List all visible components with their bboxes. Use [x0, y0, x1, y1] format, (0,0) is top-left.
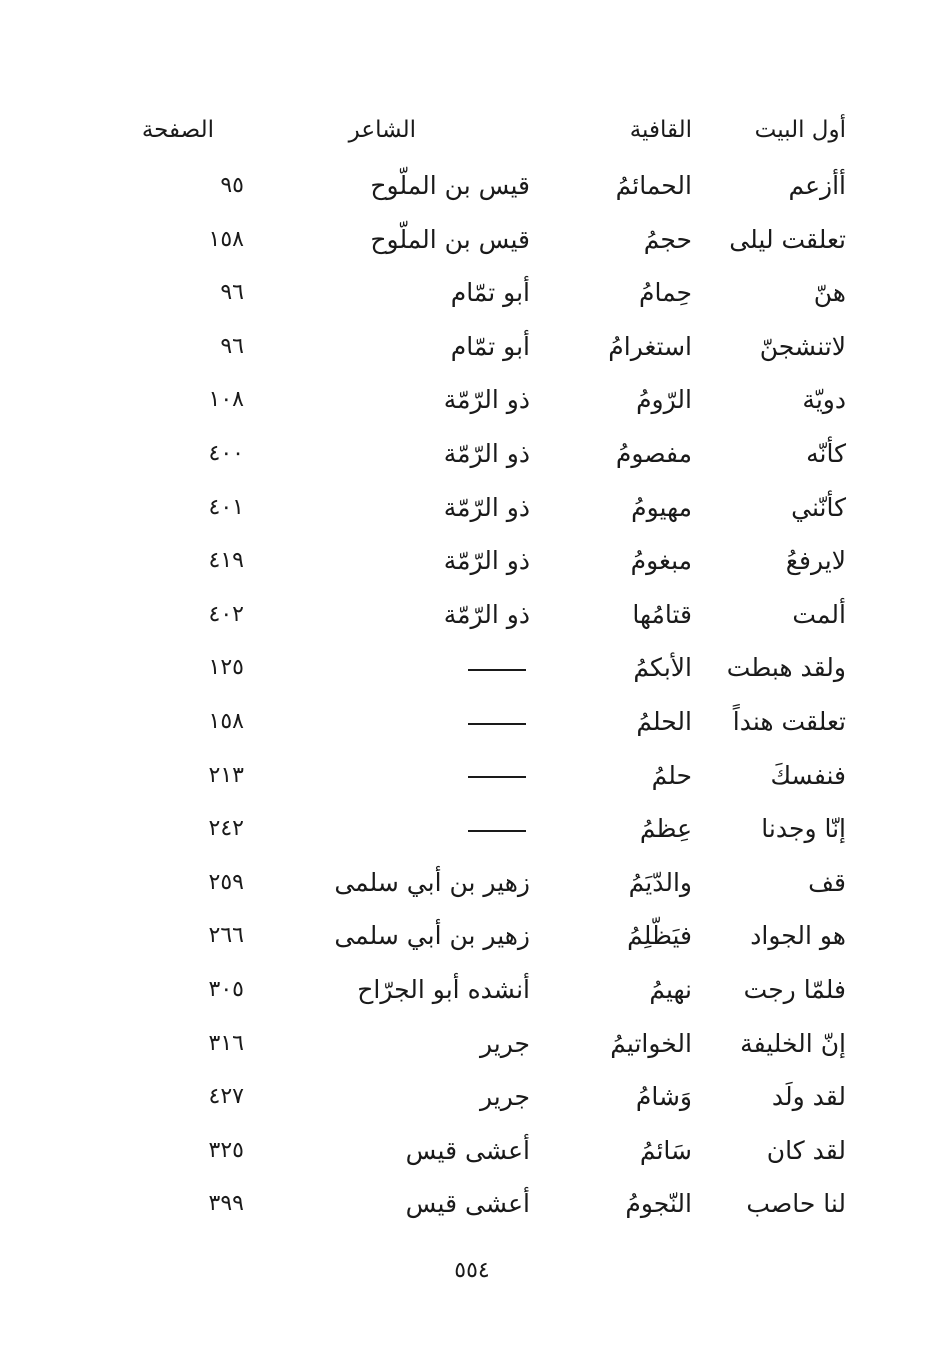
table-row	[0, 378, 944, 422]
page-cell: ٤٠٢	[208, 601, 244, 627]
page-cell: ٢٥٩	[208, 869, 244, 895]
page-cell: ٤٠٠	[208, 441, 244, 466]
page-cell: ٩٦	[220, 333, 244, 359]
page-cell: ٢١٣	[208, 762, 244, 788]
table-row	[0, 1075, 944, 1119]
poet-cell: زهير بن أبي سلمى	[334, 867, 530, 897]
table-row	[0, 646, 944, 690]
page-cell: ٣١٦	[208, 1030, 244, 1056]
table-row	[0, 539, 944, 583]
first-verse-cell: قف	[808, 867, 846, 897]
poet-cell	[468, 700, 526, 744]
rhyme-cell: الأبكمُ	[633, 653, 692, 683]
first-verse-cell: لقد ولَد	[771, 1082, 846, 1112]
repeat-dash	[468, 723, 526, 725]
poet-cell: ذو الرّمّة	[443, 439, 530, 468]
poet-cell: أعشى قيس	[405, 1135, 530, 1165]
first-verse-cell: فلمّا رجت	[743, 975, 846, 1004]
rhyme-cell: عِظمُ	[639, 814, 692, 844]
table-row	[0, 271, 944, 315]
repeat-dash	[468, 776, 526, 778]
first-verse-cell: ولقد هبطت	[726, 653, 846, 683]
first-verse-cell: هو الجواد	[750, 921, 846, 951]
first-verse-cell: لقد كان	[766, 1135, 846, 1165]
page-number: ٥٥٤	[454, 1258, 490, 1283]
table-row	[0, 861, 944, 905]
table-row	[0, 1182, 944, 1226]
rhyme-cell: سَائمُ	[639, 1135, 692, 1165]
table-row	[0, 218, 944, 262]
first-verse-cell: أأزعم	[788, 171, 846, 200]
page-cell: ٩٥	[220, 173, 244, 198]
rhyme-cell: الخواتيمُ	[610, 1028, 692, 1058]
poet-cell: ذو الرّمّة	[443, 385, 530, 415]
poet-cell: قيس بن الملّوح	[370, 171, 530, 200]
rhyme-cell: والدّيَمُ	[628, 867, 692, 897]
repeat-dash	[468, 669, 526, 671]
first-verse-cell: كأنّه	[806, 439, 846, 468]
header-page: الصفحة	[141, 117, 214, 143]
page-cell: ٩٦	[220, 280, 244, 306]
poet-cell: قيس بن الملّوح	[370, 224, 530, 254]
poet-cell	[468, 754, 526, 798]
page-cell: ٤٢٧	[208, 1084, 244, 1110]
table-row	[0, 593, 944, 637]
page-cell: ٤٠١	[208, 494, 244, 520]
rhyme-cell: نهيمُ	[649, 975, 692, 1004]
first-verse-cell: هنّ	[813, 278, 846, 308]
page-cell: ٢٦٦	[208, 923, 244, 949]
rhyme-cell: الحلمُ	[636, 707, 692, 736]
page-cell: ٢٤٢	[208, 816, 244, 842]
poet-cell	[468, 646, 526, 690]
rhyme-cell: قتامُها	[632, 599, 692, 629]
first-verse-cell: كأنّني	[791, 492, 846, 522]
first-verse-cell: تعلقت هنداً	[732, 707, 846, 736]
header-poet: الشاعر	[348, 117, 416, 143]
rhyme-cell: مفصومُ	[615, 439, 692, 468]
rhyme-cell: الرّومُ	[636, 385, 692, 415]
table-row	[0, 325, 944, 369]
poet-cell	[468, 807, 526, 851]
page-cell: ٣٠٥	[208, 977, 244, 1002]
poet-cell: أنشده أبو الجرّاح	[357, 975, 530, 1004]
rhyme-cell: وَشامُ	[635, 1082, 692, 1112]
page-cell: ١٢٥	[208, 655, 244, 681]
page-cell: ١٥٨	[208, 709, 244, 734]
first-verse-cell: لايرفعُ	[785, 546, 846, 576]
table-row	[0, 486, 944, 530]
table-row	[0, 700, 944, 744]
rhyme-cell: استغرامُ	[608, 331, 692, 361]
first-verse-cell: إنّا وجدنا	[761, 814, 846, 844]
repeat-dash	[468, 830, 526, 832]
first-verse-cell: تعلقت ليلى	[729, 224, 846, 254]
poet-cell: ذو الرّمّة	[443, 492, 530, 522]
rhyme-cell: مهيومُ	[631, 492, 692, 522]
table-row	[0, 754, 944, 798]
rhyme-cell: فيَظّلِمُ	[627, 921, 692, 951]
table-row	[0, 968, 944, 1012]
page-cell: ١٥٨	[208, 226, 244, 252]
rhyme-cell: حجمُ	[643, 224, 692, 254]
table-row	[0, 1129, 944, 1173]
first-verse-cell: ألمت	[792, 599, 846, 629]
first-verse-cell: فنفسكَ	[770, 760, 846, 790]
table-row	[0, 164, 944, 208]
rhyme-cell: النّجومُ	[625, 1189, 692, 1219]
table-row	[0, 914, 944, 958]
rhyme-cell: حِمامُ	[638, 278, 692, 308]
poet-cell: ذو الرّمّة	[443, 599, 530, 629]
table-row	[0, 807, 944, 851]
page-cell: ١٠٨	[208, 387, 244, 413]
first-verse-cell: إنّ الخليفة	[740, 1028, 846, 1058]
table-header	[0, 108, 944, 152]
poet-cell: أبو تمّام	[450, 278, 530, 308]
header-rhyme: القافية	[629, 117, 692, 143]
table-row	[0, 1022, 944, 1066]
poet-cell: أبو تمّام	[450, 331, 530, 361]
table-row	[0, 432, 944, 476]
poet-cell: جرير	[480, 1028, 530, 1058]
rhyme-cell: مبغومُ	[630, 546, 692, 576]
rhyme-cell: حلمُ	[651, 760, 692, 790]
page-cell: ٤١٩	[208, 548, 244, 574]
rhyme-cell: الحمائمُ	[615, 171, 692, 200]
poet-cell: أعشى قيس	[405, 1189, 530, 1219]
first-verse-cell: لنا حاصب	[746, 1189, 846, 1219]
header-first-verse: أول البيت	[754, 117, 846, 143]
poet-cell: زهير بن أبي سلمى	[334, 921, 530, 951]
first-verse-cell: دويّة	[802, 385, 846, 415]
poet-cell: جرير	[480, 1082, 530, 1112]
first-verse-cell: لاتنشجنّ	[759, 331, 846, 361]
page-cell: ٣٢٥	[208, 1137, 244, 1163]
poet-cell: ذو الرّمّة	[443, 546, 530, 576]
page-cell: ٣٩٩	[208, 1191, 244, 1217]
